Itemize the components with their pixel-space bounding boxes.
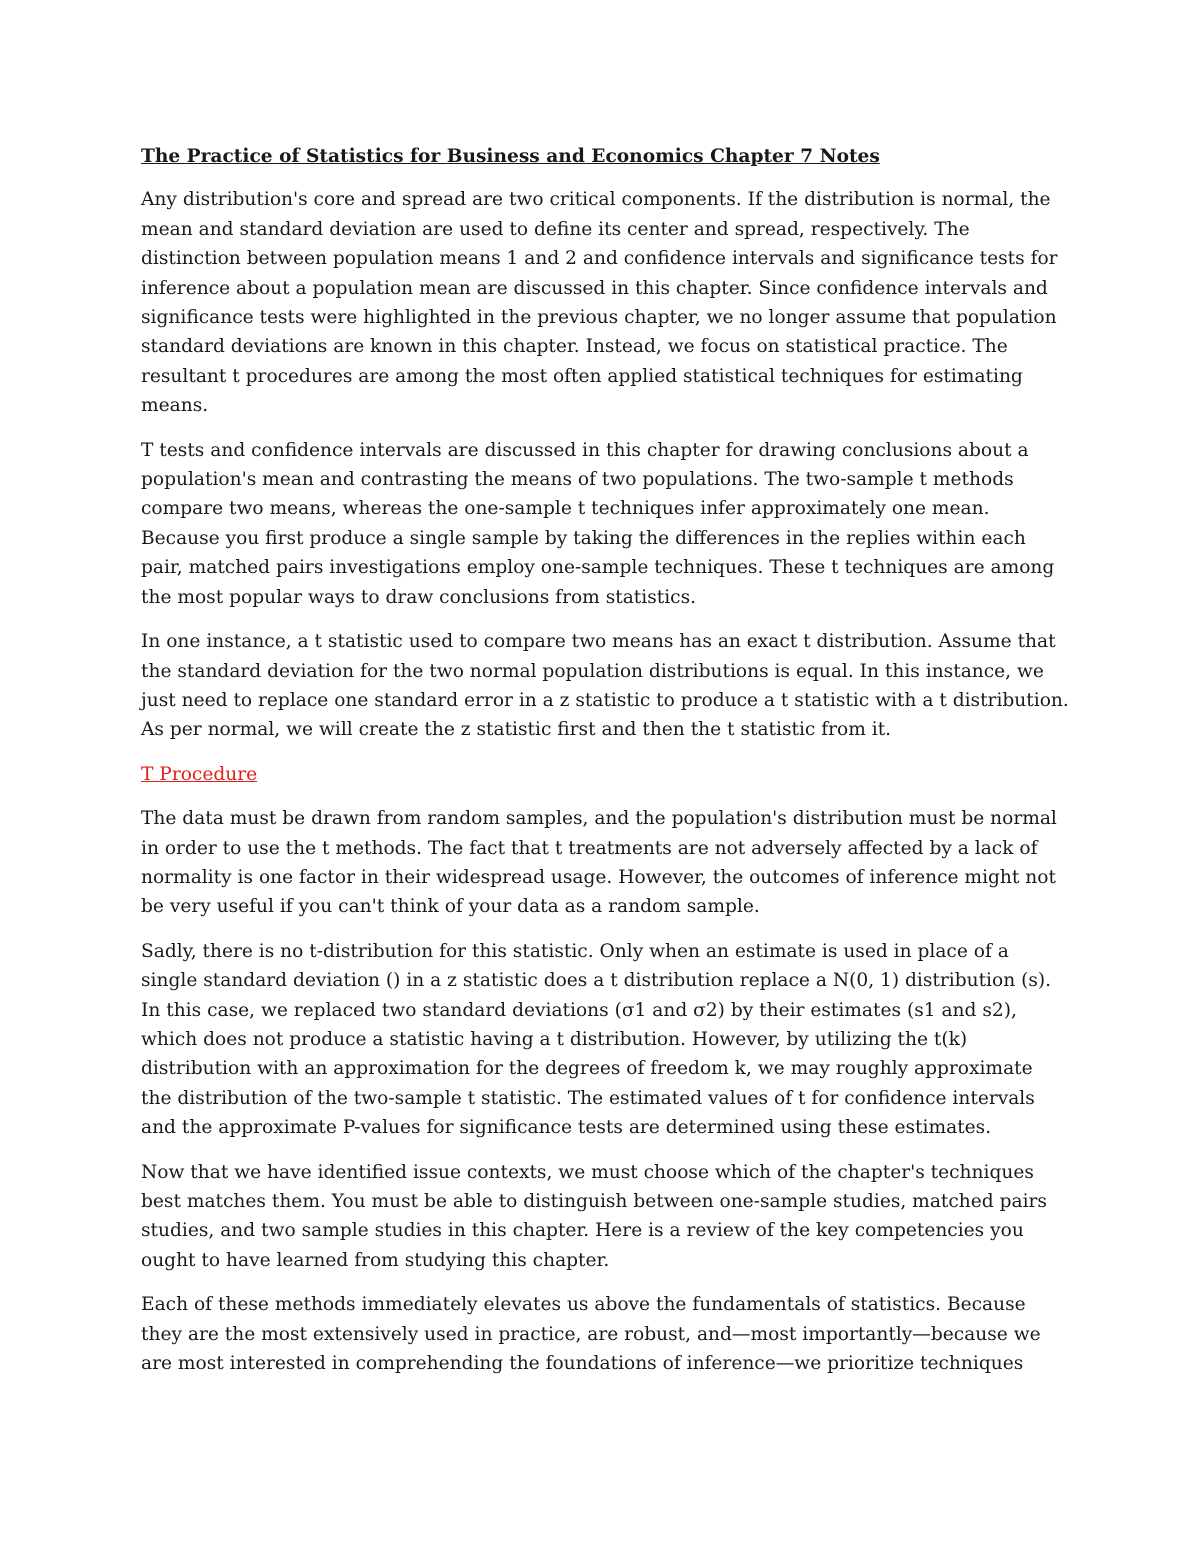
text-line: the distribution of the two-sample t statistic. The estimated values of t for confidence intervals xyxy=(141,1087,1035,1109)
section-heading-t-procedure: T Procedure xyxy=(141,763,258,785)
text-line: distribution with an approximation for the degrees of freedom k, we may roughly approximate xyxy=(141,1058,1033,1080)
text-line: population's mean and contrasting the means of two populations. The two-sample t methods xyxy=(141,469,1014,491)
text-line: ought to have learned from studying this chapter. xyxy=(141,1249,610,1271)
text-line: Because you first produce a single sample by taking the differences in the replies within each xyxy=(141,527,1026,549)
text-line: the most popular ways to draw conclusions from statistics. xyxy=(141,586,697,608)
text-line: mean and standard deviation are used to define its center and spread, respectively. The xyxy=(141,218,970,240)
text-line: standard deviations are known in this chapter. Instead, we focus on statistical practice. The xyxy=(141,336,1008,358)
text-line: in order to use the t methods. The fact that t treatments are not adversely affected by a lack of xyxy=(141,837,1038,859)
text-line: resultant t procedures are among the most often applied statistical techniques for estimating xyxy=(141,365,1023,387)
text-line: are most interested in comprehending the foundations of inference—we prioritize techniques xyxy=(141,1353,1024,1375)
text-line: just need to replace one standard error in a z statistic to produce a t statistic with a t distribution. xyxy=(141,689,1069,711)
text-line: distinction between population means 1 and 2 and confidence intervals and significance tests for xyxy=(141,248,1058,270)
text-line: In this case, we replaced two standard deviations (σ1 and σ2) by their estimates (s1 and s2), xyxy=(141,999,1017,1021)
paragraph-methods xyxy=(141,1290,1061,1378)
text-line: inference about a population mean are discussed in this chapter. Since confidence intervals and xyxy=(141,277,1048,299)
text-line: significance tests were highlighted in the previous chapter, we no longer assume that population xyxy=(141,307,1057,329)
text-line: means. xyxy=(141,395,209,417)
text-line: single standard deviation () in a z statistic does a t distribution replace a N(0, 1) distribution (s). xyxy=(141,970,1052,992)
paragraph-issue-contexts xyxy=(141,1158,1061,1276)
text-line: which does not produce a statistic having a t distribution. However, by utilizing the t(k) xyxy=(141,1028,968,1050)
text-line: pair, matched pairs investigations employ one-sample techniques. These t techniques are among xyxy=(141,557,1055,579)
text-line: The data must be drawn from random samples, and the population's distribution must be normal xyxy=(141,808,1057,830)
text-line: they are the most extensively used in practice, are robust, and—most importantly—because we xyxy=(141,1323,1041,1345)
text-line: compare two means, whereas the one-sample t techniques infer approximately one mean. xyxy=(141,498,990,520)
text-line: In one instance, a t statistic used to compare two means has an exact t distribution. Assume that xyxy=(141,631,1056,653)
text-line: be very useful if you can't think of your data as a random sample. xyxy=(141,896,760,918)
text-line: studies, and two sample studies in this chapter. Here is a review of the key competencies you xyxy=(141,1220,1024,1242)
paragraph-t-tests xyxy=(141,436,1061,612)
document-body xyxy=(141,142,1069,1393)
text-line: best matches them. You must be able to distinguish between one-sample studies, matched pairs xyxy=(141,1191,1047,1212)
text-line: Now that we have identified issue contexts, we must choose which of the chapter's techniques xyxy=(141,1161,1034,1183)
text-line: Each of these methods immediately elevates us above the fundamentals of statistics. Because xyxy=(141,1294,1026,1316)
document-title: The Practice of Statistics for Business and Economics Chapter 7 Notes xyxy=(141,146,880,167)
paragraph-exact-t xyxy=(141,627,1069,745)
text-line: Any distribution's core and spread are two critical components. If the distribution is normal, the xyxy=(141,189,1051,211)
paragraph-random-samples xyxy=(141,804,1061,922)
text-line: the standard deviation for the two normal population distributions is equal. In this instance, we xyxy=(141,660,1044,682)
text-line: and the approximate P-values for significance tests are determined using these estimates. xyxy=(141,1117,992,1139)
text-line: T tests and confidence intervals are discussed in this chapter for drawing conclusions about a xyxy=(141,439,1029,461)
text-line: normality is one factor in their widespread usage. However, the outcomes of inference might not xyxy=(141,866,1056,888)
text-line: As per normal, we will create the z statistic first and then the t statistic from it. xyxy=(141,719,892,741)
paragraph-intro xyxy=(141,185,1061,420)
paragraph-t-distribution xyxy=(141,937,1061,1143)
text-line: Sadly, there is no t-distribution for this statistic. Only when an estimate is used in place of a xyxy=(141,940,1009,962)
